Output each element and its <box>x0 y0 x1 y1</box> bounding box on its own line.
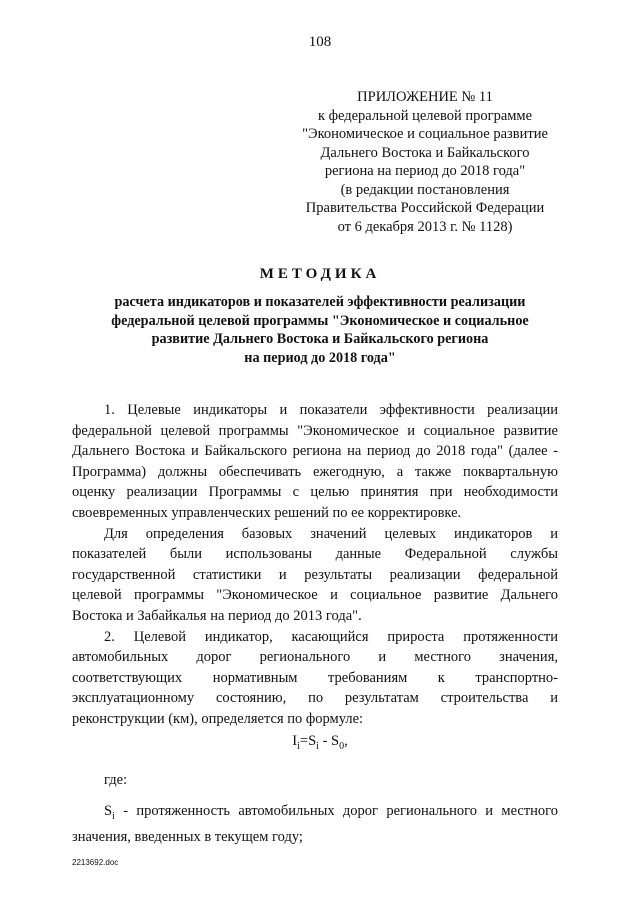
subtitle-line: развитие Дальнего Востока и Байкальского региона <box>151 331 489 347</box>
subtitle-line: федеральной целевой программы "Экономическое и социальное <box>111 312 529 329</box>
definition-symbol: S <box>104 802 113 819</box>
formula-end: , <box>344 733 348 749</box>
paragraph-line: эксплуатационному состоянию, по результатам строительства и <box>72 690 558 707</box>
formula <box>0 733 640 752</box>
formula-eq: =S <box>299 733 317 749</box>
definition-si-continuation: значения, введенных в текущем году; <box>72 829 303 846</box>
document-subtitle <box>0 293 640 367</box>
paragraph-line: государственной статистики и результаты реализации федеральной <box>72 566 558 583</box>
definition-symbol-subscript: i <box>112 810 115 822</box>
definitions-block <box>72 770 558 848</box>
formula-lhs-subscript: i <box>297 740 300 752</box>
paragraph-line: целевой программы "Экономическое и социальное развитие Дальнего <box>72 587 558 604</box>
paragraph-1 <box>72 400 558 524</box>
paragraph-line: соответствующих нормативным требованиям к транспортно- <box>72 669 558 686</box>
page-number: 108 <box>308 34 332 50</box>
footer-document-code: 2213692.doc <box>72 858 119 867</box>
subtitle-line: расчета индикаторов и показателей эффективности реализации <box>114 294 526 310</box>
appendix-line: Правительства Российской Федерации <box>305 200 545 216</box>
appendix-line: ПРИЛОЖЕНИЕ № 11 <box>357 89 493 105</box>
formula-s-subscript: i <box>316 740 319 752</box>
paragraph-line: 2. Целевой индикатор, касающийся прироста протяженности <box>104 628 558 645</box>
paragraph-line: Для определения базовых значений целевых индикаторов и <box>104 525 558 542</box>
paragraph-line: федеральной целевой программы "Экономическое и социальное развитие <box>72 422 558 439</box>
paragraph-line: Программа) должны обеспечивать ежегодную, а также поквартальную <box>72 463 558 480</box>
definition-si-line <box>72 801 558 827</box>
paragraph-line: Востока и Забайкалья на период до 2013 года". <box>72 607 362 624</box>
paragraph-3 <box>72 627 558 730</box>
appendix-line: от 6 декабря 2013 г. № 1128) <box>337 218 513 235</box>
definition-text: - протяженность автомобильных дорог регионального и местного <box>114 802 558 819</box>
formula-zero-subscript: 0 <box>339 740 345 752</box>
formula-lhs: I <box>292 733 298 749</box>
appendix-line: "Экономическое и социальное развитие <box>302 126 548 142</box>
appendix-line: Дальнего Востока и Байкальского <box>320 144 530 161</box>
appendix-line: к федеральной целевой программе <box>317 107 533 124</box>
paragraph-2 <box>72 524 558 627</box>
paragraph-line: оценку реализации Программы с целью принятия при необходимости <box>72 484 558 501</box>
appendix-line: (в редакции постановления <box>340 181 510 198</box>
paragraph-line: 1. Целевые индикаторы и показатели эффективности реализации <box>104 402 558 418</box>
formula-minus: - S <box>318 733 340 749</box>
paragraph-line: Дальнего Востока и Байкальского региона на период до 2018 года" (далее - <box>72 443 558 460</box>
body-text <box>72 400 558 730</box>
paragraph-line: своевременных управленческих решений по ее корректировке. <box>72 504 462 521</box>
document-title: МЕТОДИКА <box>259 266 381 282</box>
paragraph-line: автомобильных дорог регионального и местного значения, <box>72 649 558 666</box>
paragraph-line: показателей были использованы данные Федеральной службы <box>72 546 558 563</box>
appendix-header <box>290 88 560 236</box>
paragraph-line: реконструкции (км), определяется по формуле: <box>72 710 364 727</box>
subtitle-line: на период до 2018 года" <box>244 349 396 366</box>
where-label: где: <box>104 772 128 788</box>
appendix-line: региона на период до 2018 года" <box>324 163 526 179</box>
